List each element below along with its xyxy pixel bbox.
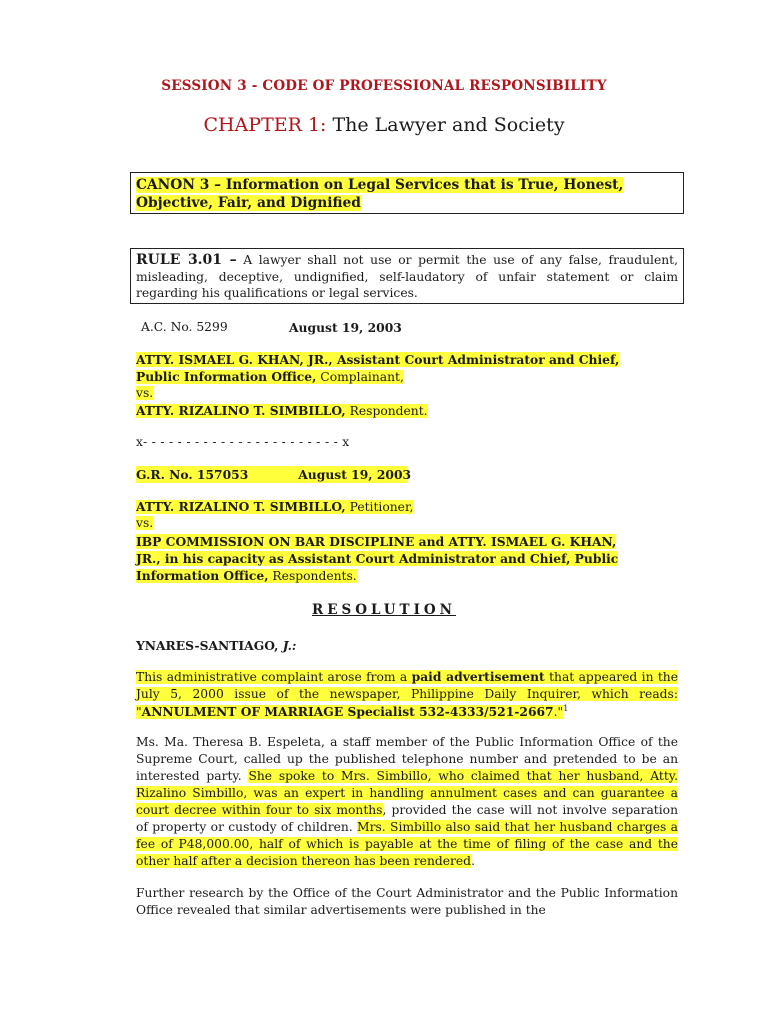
case1-date: August 19, 2003 (289, 320, 402, 335)
resolution-heading: RESOLUTION (311, 602, 456, 618)
rule-label: RULE 3.01 – (136, 252, 237, 268)
case2-respondent-line-2: JR., in his capacity as Assistant Court Administrator and Chief, Public (136, 551, 619, 566)
rule-body: A lawyer shall not use or permit the use of any false, fraudulent, misleading, deceptive, undignified, self-laudatory of unfair statement or claim regarding his qualifications or legal services. (136, 253, 678, 300)
chapter-title (0, 114, 768, 136)
paragraph-3: Further research by the Office of the Court Administrator and the Public Information Office revealed that similar advertisements were published in the (136, 886, 678, 917)
footnote-ref: 1 (563, 703, 569, 713)
justice-line: YNARES-SANTIAGO, J.: (136, 638, 297, 653)
case1-complainant-line-1: ATTY. ISMAEL G. KHAN, JR., Assistant Court Administrator and Chief, (136, 352, 620, 367)
case2-vs: vs. (136, 516, 154, 530)
canon-text (136, 176, 678, 212)
case2-respondent-line-1: IBP COMMISSION ON BAR DISCIPLINE and ATTY. ISMAEL G. KHAN, (136, 534, 617, 549)
paragraph-2: Ms. Ma. Theresa B. Espeleta, a staff member of the Public Information Office of the Supreme Court, called up the published telephone number and pretended to be an interested party. She spoke to Mrs. Simbillo, who claimed that her husband, Atty. Rizalino Simbillo, was an expert in handling annulment cases and can guarantee a court decree within four to six months, provided the case will not involve separation of property or custody of children. Mrs. Simbillo also said that her husband charges a fee of P48,000.00, half of which is payable at the time of filing of the case and the other half after a decision thereon has been rendered. (136, 735, 679, 868)
separator: x- - - - - - - - - - - - - - - - - - - - - - - x (136, 435, 350, 449)
paragraph-1: This administrative complaint arose from a paid advertisement that appeared in the July 5, 2000 issue of the newspaper, Philippine Daily Inquirer, which reads: "ANNULMENT OF MARRIAGE Specialist 532-4333/521-2667."$^1$ (136, 669, 678, 719)
case2-petitioner: ATTY. RIZALINO T. SIMBILLO, Petitioner, (136, 499, 414, 514)
rule-text (136, 252, 678, 302)
chapter-name: The Lawyer and Society (326, 114, 565, 136)
case2-date: August 19, 2003 (298, 467, 412, 482)
case1-respondent: ATTY. RIZALINO T. SIMBILLO, Respondent. (136, 403, 428, 418)
case2-respondent-line-3: Information Office, Respondents. (136, 568, 357, 583)
canon-box (130, 172, 684, 214)
case1-number: A.C. No. 5299 (141, 320, 228, 334)
session-title: SESSION 3 - CODE OF PROFESSIONAL RESPONSIBILITY (161, 78, 607, 94)
case2-header (136, 466, 412, 483)
case2-number: G.R. No. 157053 (136, 467, 249, 482)
chapter-label: CHAPTER 1: (203, 114, 327, 136)
case1-complainant-line-2: Public Information Office, Complainant, (136, 369, 404, 384)
rule-box (130, 248, 684, 304)
canon-line-2: Objective, Fair, and Dignified (136, 195, 361, 211)
case1-vs: vs. (136, 386, 154, 400)
canon-line-1: CANON 3 – Information on Legal Services that is True, Honest, (136, 177, 624, 193)
